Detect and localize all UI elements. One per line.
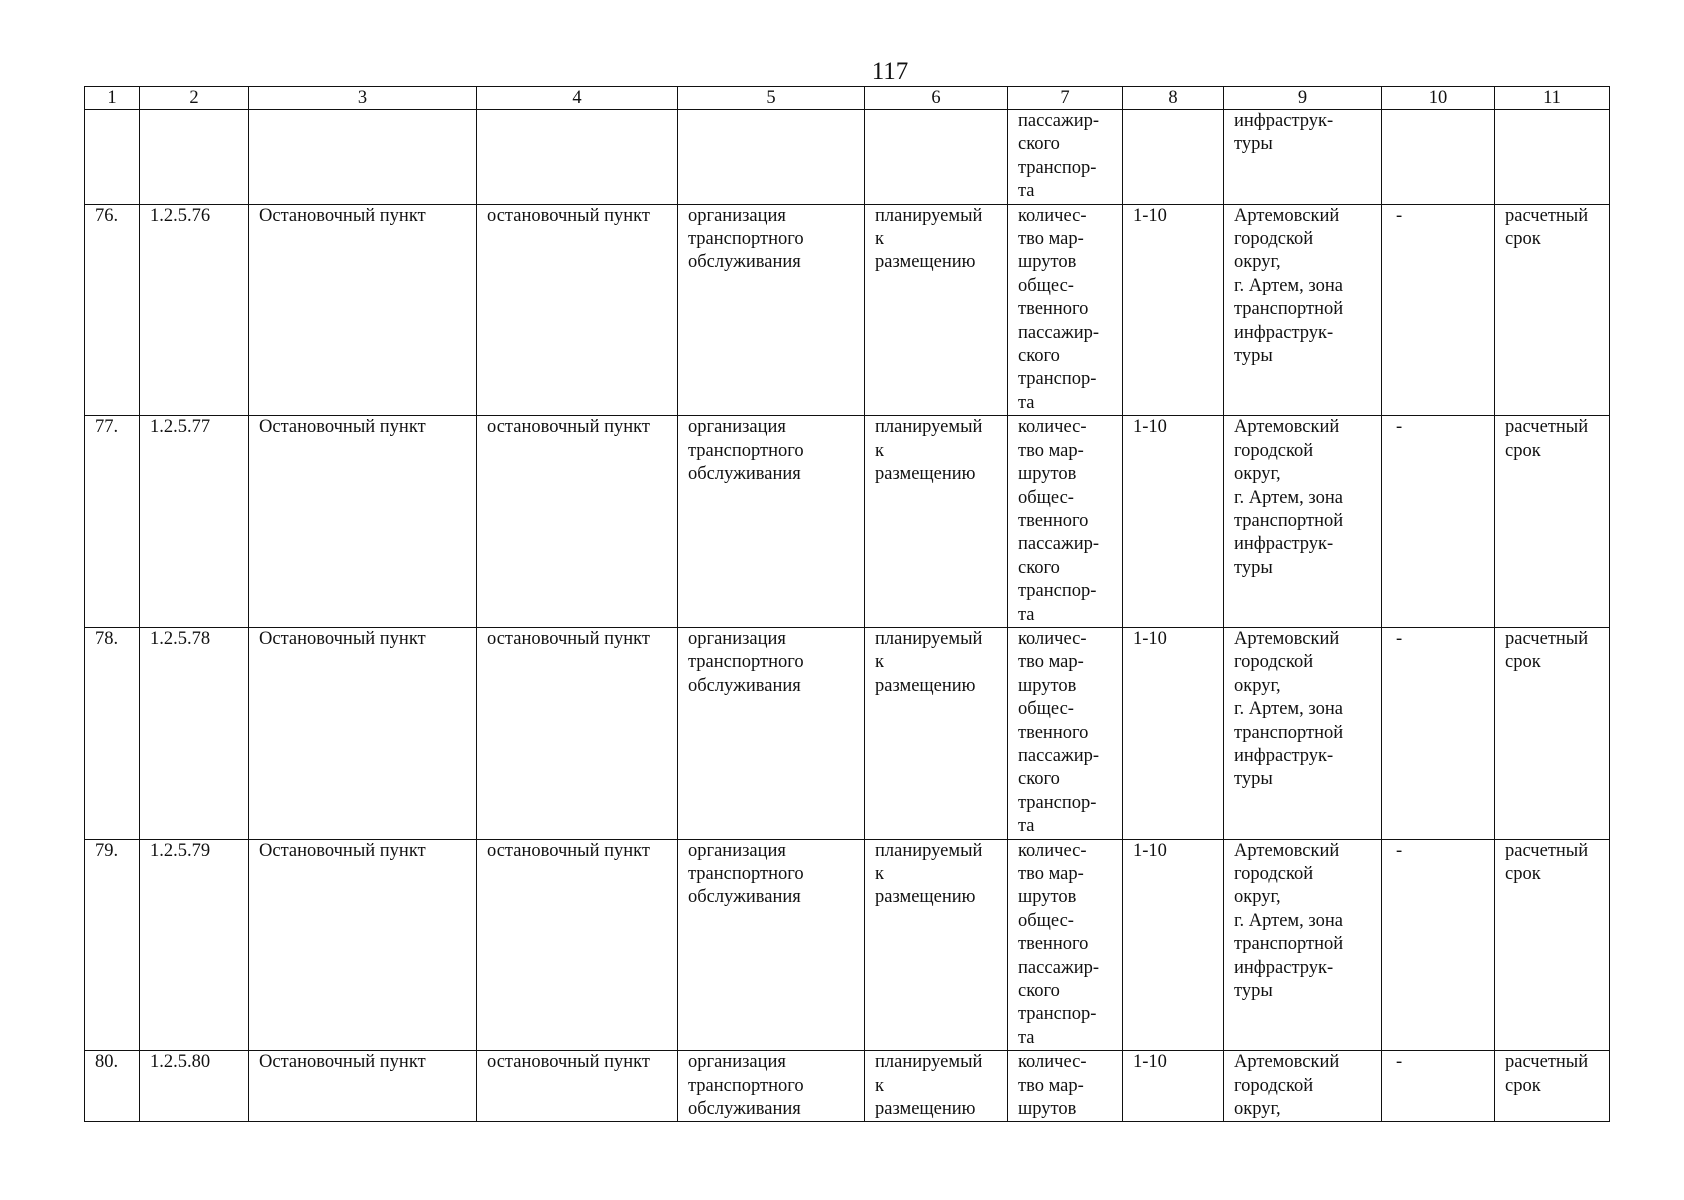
status-cell: планируемый к размещению [865, 627, 1008, 839]
continuation-row [85, 110, 1610, 205]
purpose-cell: организация транспортного обслуживания [678, 627, 865, 839]
value-cell: 1-10 [1123, 839, 1224, 1051]
header-cell: 6 [865, 87, 1008, 110]
table-cell [865, 110, 1008, 205]
object-code-cell: 1.2.5.78 [140, 627, 249, 839]
status-cell: планируемый к размещению [865, 204, 1008, 416]
header-cell: 11 [1495, 87, 1610, 110]
row-number-cell: 79. [85, 839, 140, 1051]
purpose-cell: организация транспортного обслуживания [678, 416, 865, 628]
term-cell: расчетный срок [1495, 204, 1610, 416]
object-type-cell: остановочный пункт [477, 204, 678, 416]
header-cell: 8 [1123, 87, 1224, 110]
object-code-cell: 1.2.5.76 [140, 204, 249, 416]
purpose-cell: организация транспортного обслуживания [678, 839, 865, 1051]
value-cell: 1-10 [1123, 627, 1224, 839]
header-cell: 10 [1382, 87, 1495, 110]
term-cell: расчетный срок [1495, 1051, 1610, 1122]
location-cell: Артемовский городской округ, г. Артем, зона транспортной инфраструк- туры [1224, 839, 1382, 1051]
location-cell: Артемовский городской округ, г. Артем, зона транспортной инфраструк- туры [1224, 627, 1382, 839]
object-type-cell: остановочный пункт [477, 839, 678, 1051]
characteristic-cell: количес- тво мар- шрутов общес- твенного пассажир- ского транспор- та [1008, 839, 1123, 1051]
location-cell: Артемовский городской округ, [1224, 1051, 1382, 1122]
term-cell: расчетный срок [1495, 627, 1610, 839]
zone-cell: - [1382, 1051, 1495, 1122]
row-number-cell: 80. [85, 1051, 140, 1122]
characteristic-cell: количес- тво мар- шрутов [1008, 1051, 1123, 1122]
header-cell: 2 [140, 87, 249, 110]
zone-cell: - [1382, 627, 1495, 839]
header-cell: 9 [1224, 87, 1382, 110]
location-cell: Артемовский городской округ, г. Артем, зона транспортной инфраструк- туры [1224, 416, 1382, 628]
zone-cell: - [1382, 204, 1495, 416]
object-name-cell: Остановочный пункт [249, 204, 477, 416]
value-cell: 1-10 [1123, 1051, 1224, 1122]
table-cell [85, 110, 140, 205]
object-type-cell: остановочный пункт [477, 416, 678, 628]
table-row [85, 1051, 1610, 1122]
object-name-cell: Остановочный пункт [249, 416, 477, 628]
object-type-cell: остановочный пункт [477, 627, 678, 839]
status-cell: планируемый к размещению [865, 839, 1008, 1051]
value-cell: 1-10 [1123, 416, 1224, 628]
row-number-cell: 76. [85, 204, 140, 416]
table-row [85, 416, 1610, 628]
header-cell: 7 [1008, 87, 1123, 110]
header-cell: 3 [249, 87, 477, 110]
header-cell: 1 [85, 87, 140, 110]
row-number-cell: 78. [85, 627, 140, 839]
characteristic-cell: количес- тво мар- шрутов общес- твенного пассажир- ского транспор- та [1008, 204, 1123, 416]
table-cell [1123, 110, 1224, 205]
header-cell: 4 [477, 87, 678, 110]
header-cell: 5 [678, 87, 865, 110]
table-row [85, 627, 1610, 839]
table-cell [1382, 110, 1495, 205]
value-cell: 1-10 [1123, 204, 1224, 416]
object-type-cell: остановочный пункт [477, 1051, 678, 1122]
table-row [85, 839, 1610, 1051]
table-cell: пассажир- ского транспор- та [1008, 110, 1123, 205]
object-code-cell: 1.2.5.79 [140, 839, 249, 1051]
object-name-cell: Остановочный пункт [249, 1051, 477, 1122]
zone-cell: - [1382, 416, 1495, 628]
term-cell: расчетный срок [1495, 416, 1610, 628]
object-code-cell: 1.2.5.77 [140, 416, 249, 628]
table-row [85, 204, 1610, 416]
characteristic-cell: количес- тво мар- шрутов общес- твенного пассажир- ского транспор- та [1008, 627, 1123, 839]
facilities-table [84, 86, 1610, 1122]
page-number: 117 [871, 58, 909, 85]
purpose-cell: организация транспортного обслуживания [678, 204, 865, 416]
table-cell [1495, 110, 1610, 205]
object-code-cell: 1.2.5.80 [140, 1051, 249, 1122]
term-cell: расчетный срок [1495, 839, 1610, 1051]
location-cell: Артемовский городской округ, г. Артем, зона транспортной инфраструк- туры [1224, 204, 1382, 416]
zone-cell: - [1382, 839, 1495, 1051]
object-name-cell: Остановочный пункт [249, 627, 477, 839]
table-cell [140, 110, 249, 205]
table-cell [477, 110, 678, 205]
table-cell [249, 110, 477, 205]
characteristic-cell: количес- тво мар- шрутов общес- твенного пассажир- ского транспор- та [1008, 416, 1123, 628]
row-number-cell: 77. [85, 416, 140, 628]
column-number-row [85, 87, 1610, 110]
status-cell: планируемый к размещению [865, 1051, 1008, 1122]
purpose-cell: организация транспортного обслуживания [678, 1051, 865, 1122]
status-cell: планируемый к размещению [865, 416, 1008, 628]
table-cell [678, 110, 865, 205]
object-name-cell: Остановочный пункт [249, 839, 477, 1051]
table-cell: инфраструк- туры [1224, 110, 1382, 205]
